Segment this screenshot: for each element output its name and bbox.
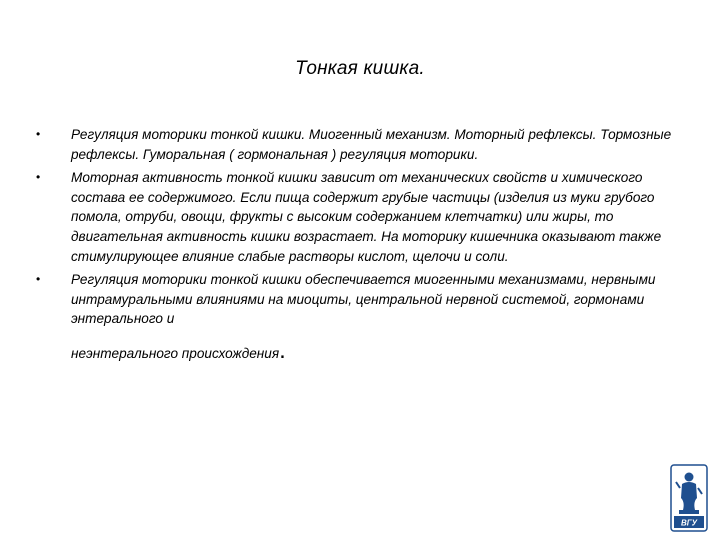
bullet-text: Регуляция моторики тонкой кишки обеспечивается миогенными механизмами, нервными интрамуральными влияниями на миоциты, центральной нервной системой, гормонами энтерального и	[71, 272, 656, 327]
bullet-marker: •	[36, 272, 41, 287]
bullet-marker: •	[36, 127, 41, 141]
university-emblem-icon	[670, 464, 708, 532]
bullet-marker: •	[36, 170, 41, 185]
bullet-text: Моторная активность тонкой кишки зависит от механических свойств и химического состава ее содержимого. Если пища содержит грубые частицы (изделия из муки грубого помола, отруби, овощи, фрукты с высоким содержанием клетчатки) или жиры, то двигательная активность кишки возрастает. На моторику кишечника оказывают также стимулирующее влияние слабые растворы кислот, щелочи и соли.	[71, 170, 662, 264]
list-item	[36, 168, 676, 266]
list-item	[36, 270, 676, 363]
bullet-tail-line	[71, 336, 676, 364]
logo-caption: ВГУ	[680, 518, 698, 528]
slide-title: Тонкая кишка.	[295, 58, 425, 79]
bullet-tail-period: .	[279, 336, 286, 364]
list-item	[36, 125, 676, 164]
bullet-tail-text: неэнтерального происхождения	[71, 345, 280, 361]
bullet-text: Регуляция моторики тонкой кишки. Миогенный механизм. Моторный рефлексы. Тормозные рефлексы. Гуморальная ( гормональная ) регуляция моторики.	[71, 127, 672, 162]
bullet-list	[36, 125, 676, 368]
